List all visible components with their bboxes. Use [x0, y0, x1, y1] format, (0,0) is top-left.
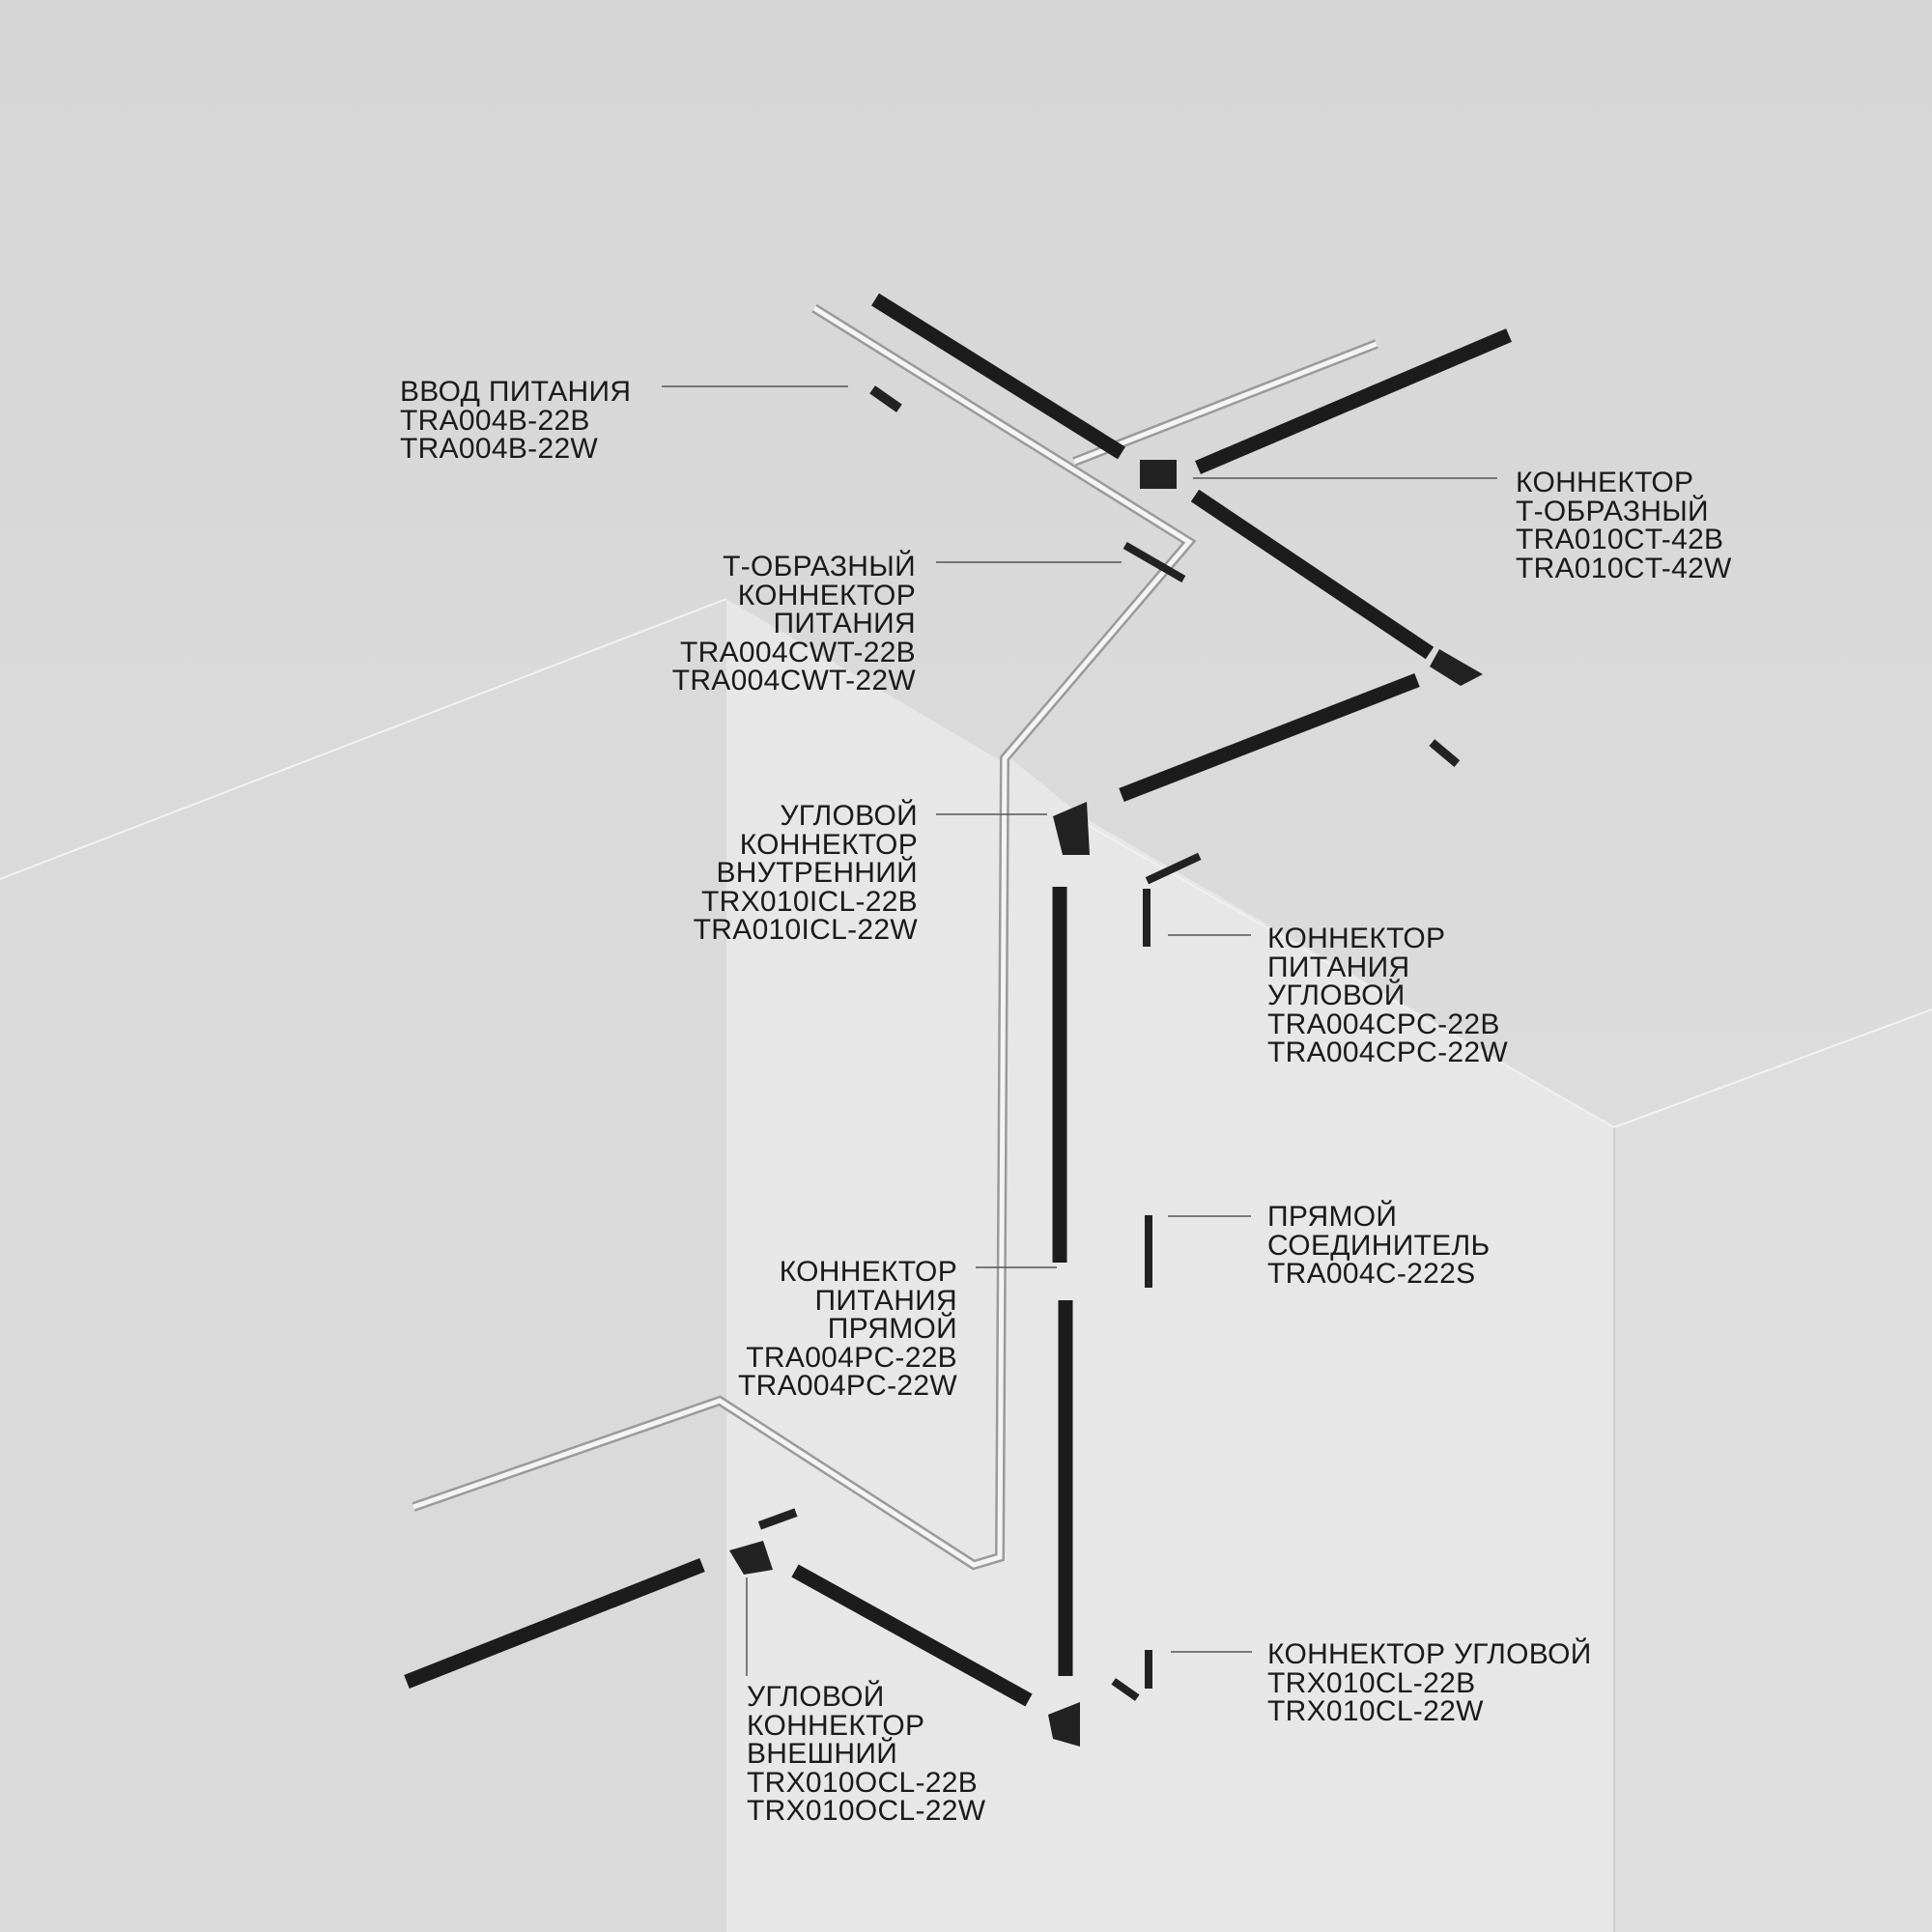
label-code: TRX010CL-22B: [1267, 1666, 1476, 1699]
label-code: TRA004CPC-22B: [1267, 1008, 1500, 1040]
label-title: ВНЕШНИЙ: [747, 1738, 898, 1770]
label-corner-connector: [1267, 1640, 1592, 1726]
label-title: КОННЕКТОР: [739, 828, 918, 861]
label-title: ПРЯМОЙ: [1267, 1201, 1398, 1233]
label-title: УГЛОВОЙ: [1267, 980, 1406, 1011]
straight-joiner-part: [1145, 1215, 1152, 1288]
label-title: УГЛОВОЙ: [747, 1681, 885, 1713]
right-wall: [1614, 1009, 1932, 1932]
label-code: TRA004CWT-22B: [680, 636, 916, 668]
label-code: TRX010OCL-22B: [747, 1766, 979, 1799]
label-code: TRX010ICL-22B: [700, 885, 918, 918]
label-outer-corner: [747, 1683, 985, 1826]
label-title: ВВОД ПИТАНИЯ: [400, 376, 632, 408]
label-title: КОННЕКТОР: [737, 579, 916, 611]
label-power-input: [400, 378, 631, 464]
label-straight-joiner: [1267, 1203, 1490, 1289]
label-code: TRA004C-222S: [1267, 1258, 1476, 1290]
label-title: КОННЕКТОР: [1516, 467, 1694, 498]
label-title: КОННЕКТОР: [1267, 923, 1446, 954]
t-connector-part: [1140, 460, 1177, 489]
label-straight-power: [738, 1258, 957, 1401]
label-code: TRA004CWT-22W: [671, 665, 916, 696]
corner-connector-small: [1145, 1650, 1152, 1689]
label-title: Т-ОБРАЗНЫЙ: [723, 551, 916, 582]
label-title: КОННЕКТОР УГЛОВОЙ: [1267, 1638, 1592, 1670]
label-code: TRA010CT-42B: [1516, 524, 1724, 555]
label-code: TRA004B-22W: [400, 433, 599, 465]
label-code: TRA004PC-22W: [737, 1370, 957, 1402]
label-title: ВНУТРЕННИЙ: [716, 857, 918, 889]
label-corner-power: [1267, 924, 1508, 1067]
label-code: TRA004PC-22B: [746, 1341, 957, 1374]
label-t-connector: [1516, 469, 1732, 582]
label-code: TRA004B-22B: [400, 404, 590, 437]
label-title: ПИТАНИЯ: [1267, 951, 1410, 983]
label-title: ПИТАНИЯ: [814, 1284, 957, 1317]
label-title: ПИТАНИЯ: [773, 608, 916, 639]
label-title: Т-ОБРАЗНЫЙ: [1516, 495, 1709, 527]
label-t-power-connector: [672, 553, 916, 696]
label-code: TRA010ICL-22W: [693, 914, 918, 946]
label-code: TRA004CPC-22W: [1267, 1037, 1508, 1068]
label-inner-corner: [694, 802, 918, 945]
label-title: КОННЕКТОР: [747, 1709, 925, 1742]
label-title: ПРЯМОЙ: [827, 1313, 957, 1345]
label-title: СОЕДИНИТЕЛЬ: [1267, 1229, 1491, 1262]
label-code: TRX010CL-22W: [1267, 1695, 1484, 1727]
corner-power-part: [1143, 889, 1151, 947]
label-title: КОННЕКТОР: [779, 1256, 957, 1288]
label-code: TRA010CT-42W: [1516, 552, 1732, 584]
label-title: УГЛОВОЙ: [780, 800, 918, 832]
label-code: TRX010OCL-22W: [747, 1795, 986, 1827]
